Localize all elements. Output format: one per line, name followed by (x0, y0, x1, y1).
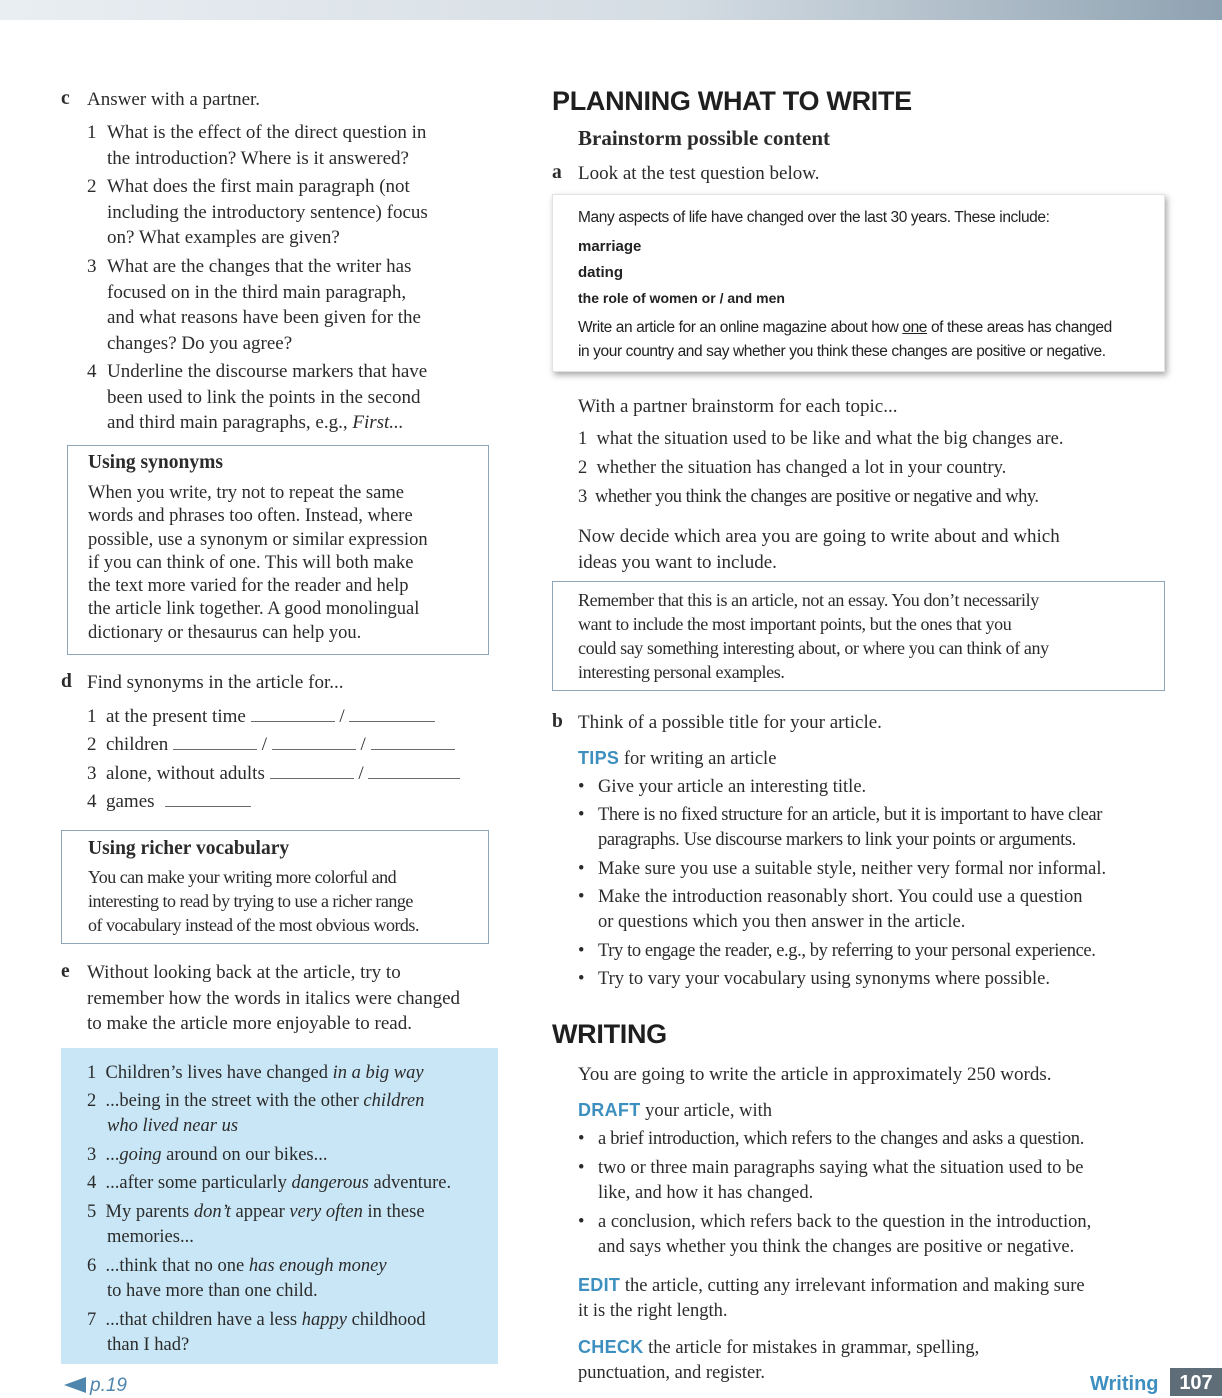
list-item: 4 ...after some particularly dangerous adventure. (87, 1173, 452, 1193)
list-item: • Try to vary your vocabulary using synonyms where possible. (598, 967, 1050, 992)
vocabulary-tip-box (61, 830, 489, 944)
list-item: 7 ...that children have a less happy childhood than I had? (87, 1310, 426, 1355)
topic-option: the role of women or / and men (578, 290, 785, 306)
section-letter: e (61, 961, 70, 982)
test-question-box: Many aspects of life have changed over the last 30 years. These include: marriage dating the role of women or / and men Write an article for an online magazine about how one of these areas has changed in your country and say whether you think these changes are positive or negative. (552, 194, 1165, 372)
remember-note-box: Remember that this is an article, not an essay. You don’t necessarily want to include the most important points, but the ones that you could say something interesting about, or where you can think of any interesting personal examples. (552, 581, 1165, 691)
section-letter: b (552, 711, 563, 732)
section-intro: Look at the test question below. (578, 163, 820, 184)
list-item: • Try to engage the reader, e.g., by referring to your personal experience. (598, 939, 1095, 964)
list-item: 5 My parents don’t appear very often in these memories... (87, 1202, 425, 1247)
answer-blank[interactable] (251, 705, 335, 722)
answer-blank[interactable] (349, 705, 435, 722)
list-item: • Give your article an interesting title. (598, 775, 866, 800)
back-arrow-icon (64, 1377, 86, 1393)
writing-intro: You are going to write the article in approximately 250 words. (578, 1064, 1052, 1085)
answer-blank[interactable] (368, 762, 460, 779)
list-item: 1 what the situation used to be like and what the big changes are. (578, 429, 1064, 449)
list-item: 3 alone, without adults / (87, 761, 460, 787)
tips-heading: TIPS for writing an article (578, 748, 777, 769)
list-item: 4 games (87, 789, 251, 815)
brainstorm-intro: With a partner brainstorm for each topic... (578, 396, 898, 417)
topic-option: marriage (578, 238, 642, 255)
italic-phrases-box (61, 1048, 498, 1364)
answer-blank[interactable] (173, 733, 257, 750)
list-item: • Make the introduction reasonably short. You could use a question or questions which you then answer in the article. (598, 885, 1083, 935)
answer-blank[interactable] (272, 733, 356, 750)
section-letter: a (552, 162, 562, 183)
planning-heading: PLANNING WHAT TO WRITE (552, 86, 912, 116)
list-item: • There is no fixed structure for an article, but it is important to have clear paragraphs. Use discourse markers to link your points or arguments. (598, 803, 1102, 853)
section-intro: Find synonyms in the article for... (87, 672, 344, 693)
section-letter: c (61, 88, 70, 109)
list-item: 2 children / / (87, 732, 455, 758)
list-item: 1 Children’s lives have changed in a big way (87, 1063, 424, 1083)
answer-blank[interactable] (270, 762, 354, 779)
topic-option: dating (578, 264, 623, 281)
list-item: • a brief introduction, which refers to the changes and asks a question. (598, 1127, 1084, 1152)
writing-heading: WRITING (552, 1019, 667, 1049)
box-title: Using synonyms (88, 452, 223, 473)
draft-heading: DRAFT your article, with (578, 1100, 773, 1121)
section-letter: d (61, 671, 72, 692)
answer-blank[interactable] (371, 733, 455, 750)
box-title: Using richer vocabulary (88, 838, 290, 859)
box-body: You can make your writing more colorful and interesting to read by trying to use a richer range of vocabulary instead of the most obvious words. (88, 867, 419, 935)
page-number: 107 (1170, 1368, 1222, 1396)
section-label: Writing (1090, 1373, 1159, 1395)
edit-paragraph: EDIT the article, cutting any irrelevant information and making sure it is the right length. (578, 1275, 1085, 1321)
section-intro: Answer with a partner. (87, 89, 261, 110)
list-item: 1 at the present time / (87, 704, 435, 730)
box-body: When you write, try not to repeat the same words and phrases too often. Instead, where possible, use a synonym or similar expression if you can think of one. This will both make the text more varied for the reader and help the article link together. A good monolingual dictionary or thesaurus can help you. (88, 483, 428, 643)
list-item: 3 whether you think the changes are positive or negative and why. (578, 487, 1039, 507)
list-item: • Make sure you use a suitable style, neither very formal nor informal. (598, 857, 1106, 882)
list-item: 2 ...being in the street with the other children who lived near us (87, 1091, 425, 1136)
list-item: 3 ...going around on our bikes... (87, 1145, 328, 1165)
list-item: • two or three main paragraphs saying what the situation used to be like, and how it has changed. (598, 1156, 1084, 1206)
list-item: 2 whether the situation has changed a lot in your country. (578, 458, 1007, 478)
list-item: • a conclusion, which refers back to the question in the introduction, and says whether you think the changes are positive or negative. (598, 1210, 1091, 1260)
answer-blank[interactable] (165, 790, 251, 807)
decide-paragraph: Now decide which area you are going to write about and which ideas you want to include. (578, 526, 1060, 573)
check-paragraph: CHECK the article for mistakes in grammar, spelling, punctuation, and register. (578, 1337, 980, 1383)
top-color-bar (0, 0, 1222, 20)
synonyms-tip-box (67, 445, 489, 655)
section-intro: Without looking back at the article, try to remember how the words in italics were changed to make the article more enjoyable to read. (87, 962, 461, 1034)
brainstorm-subheading: Brainstorm possible content (578, 126, 830, 150)
section-intro: Think of a possible title for your article. (578, 712, 882, 733)
page-reference-link[interactable]: p.19 (64, 1375, 127, 1397)
list-item: 6 ...think that no one has enough money to have more than one child. (87, 1256, 387, 1301)
